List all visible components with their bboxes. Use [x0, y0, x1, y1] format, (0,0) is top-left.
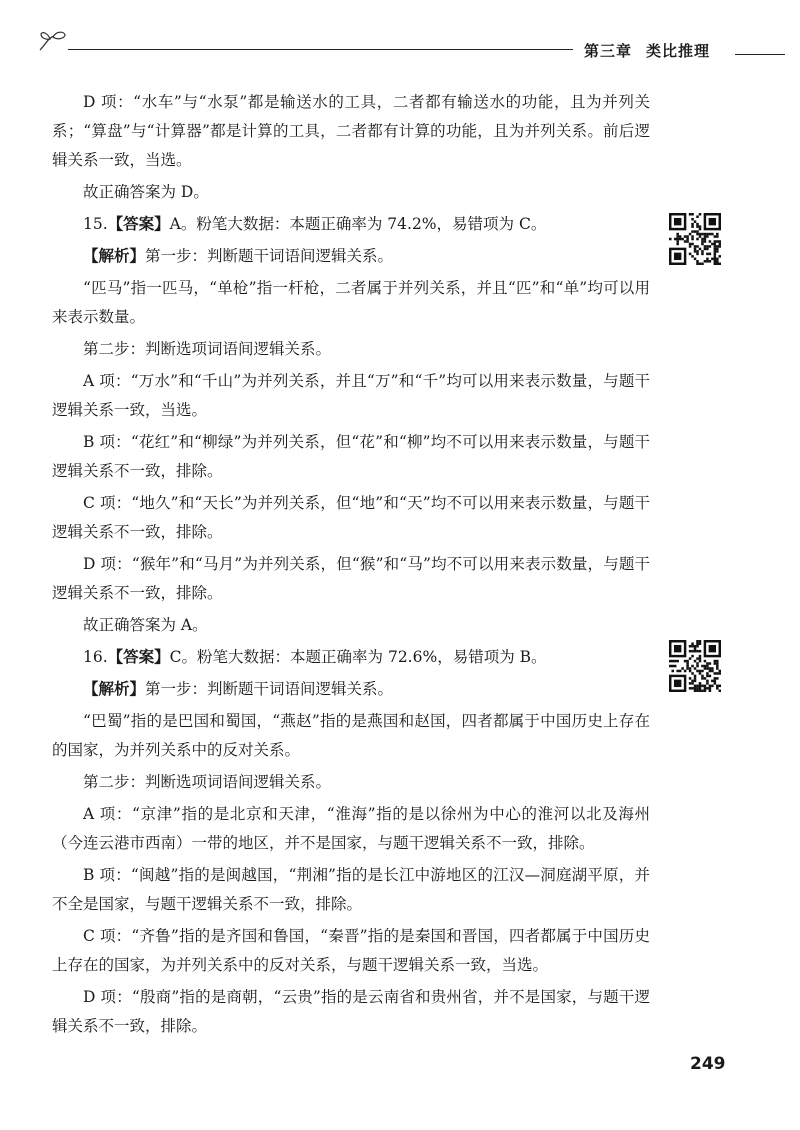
paragraph: 故正确答案为 A。 — [83, 616, 208, 634]
paragraph: 故正确答案为 D。 — [83, 183, 209, 201]
analysis-15: 【解析】第一步：判断题干词语间逻辑关系。 — [83, 247, 394, 265]
option-b: B 项：“花红”和“柳绿”为并列关系，但“花”和“柳”均不可以用来表示数量，与题干逻辑关系不一致，排除。 — [52, 433, 650, 480]
option-c: C 项：“地久”和“天长”为并列关系，但“地”和“天”均不可以用来表示数量，与题干逻辑关系不一致，排除。 — [52, 494, 650, 541]
option-a: A 项：“万水”和“千山”为并列关系，并且“万”和“千”均可以用来表示数量，与题干逻辑关系一致，当选。 — [52, 372, 650, 419]
chapter-section: 类比推理 — [646, 42, 711, 60]
qr-code-icon[interactable] — [669, 640, 721, 692]
header-rule-right — [735, 54, 785, 55]
paragraph: D 项：“水车”与“水泵”都是输送水的工具，二者都有输送水的功能，且为并列关系；“算盘”与“计算器”都是计算的工具，二者都有计算的功能，且为并列关系。前后逻辑关系一致，当选。 — [52, 93, 650, 169]
paragraph: “匹马”指一匹马，“单枪”指一杆枪，二者属于并列关系，并且“匹”和“单”均可以用来表示数量。 — [52, 279, 650, 326]
answer-16: 16.【答案】C。粉笔大数据：本题正确率为 72.6%，易错项为 B。 — [83, 648, 547, 666]
qr-code-icon[interactable] — [669, 213, 721, 265]
page-header — [0, 0, 800, 70]
chapter-title — [584, 40, 724, 61]
option-d: D 项：“殷商”指的是商朝，“云贵”指的是云南省和贵州省，并不是国家，与题干逻辑关系不一致，排除。 — [52, 988, 650, 1035]
page-number: 249 — [690, 1054, 726, 1074]
answer-15: 15.【答案】A。粉笔大数据：本题正确率为 74.2%，易错项为 C。 — [83, 215, 547, 233]
header-rule — [68, 49, 573, 50]
option-b: B 项：“闽越”指的是闽越国，“荆湘”指的是长江中游地区的江汉—洞庭湖平原，并不全是国家，与题干逻辑关系不一致，排除。 — [52, 866, 650, 913]
paragraph: “巴蜀”指的是巴国和蜀国，“燕赵”指的是燕国和赵国，四者都属于中国历史上存在的国家，为并列关系中的反对关系。 — [52, 712, 650, 759]
option-a: A 项：“京津”指的是北京和天津，“淮海”指的是以徐州为中心的淮河以北及海州（今连云港市西南）一带的地区，并不是国家，与题干逻辑关系不一致，排除。 — [52, 805, 650, 852]
option-c: C 项：“齐鲁”指的是齐国和鲁国，“秦晋”指的是秦国和晋国，四者都属于中国历史上存在的国家，为并列关系中的反对关系，与题干逻辑关系一致，当选。 — [52, 927, 650, 974]
analysis-16: 【解析】第一步：判断题干词语间逻辑关系。 — [83, 680, 394, 698]
chapter-number: 第三章 — [584, 42, 633, 60]
option-d: D 项：“猴年”和“马月”为并列关系，但“猴”和“马”均不可以用来表示数量，与题干逻辑关系不一致，排除。 — [52, 555, 650, 602]
paragraph: 第二步：判断选项词语间逻辑关系。 — [83, 340, 332, 358]
paragraph: 第二步：判断选项词语间逻辑关系。 — [83, 773, 332, 791]
page-body — [52, 88, 650, 1041]
leaf-icon — [38, 30, 70, 52]
